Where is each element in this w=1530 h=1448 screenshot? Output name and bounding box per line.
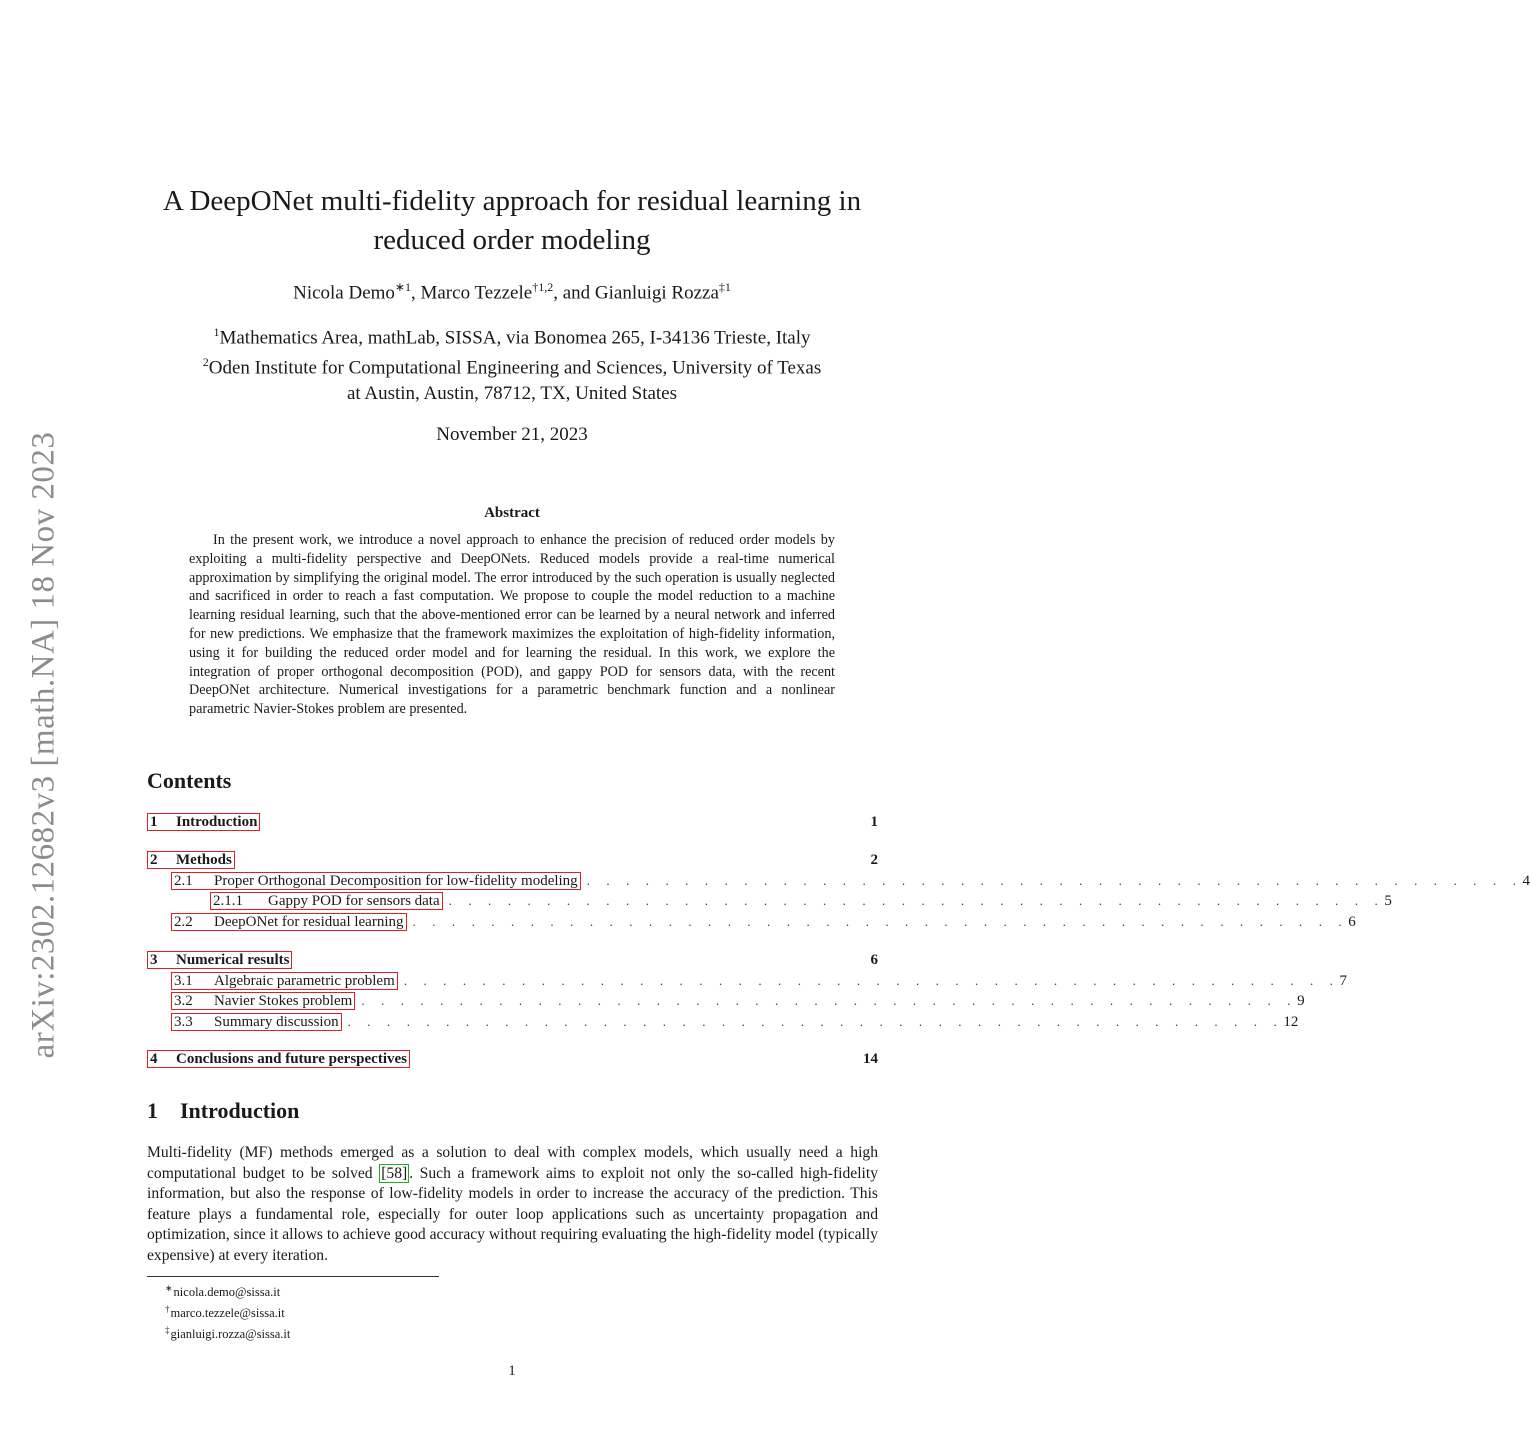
toc-leader-dots: . . . . . . . . . . . . . . . . . . . . . . . . . . . . . . . . . . . . . . . . . . . . . . . . <box>361 993 1298 1008</box>
toc-link-summary[interactable] <box>171 1013 342 1031</box>
toc-page: 6 <box>1348 913 1356 930</box>
toc-entry <box>147 850 878 870</box>
author-separator: , and <box>553 282 595 304</box>
toc-link-pod[interactable] <box>171 872 581 890</box>
toc-link-methods[interactable] <box>147 851 235 869</box>
footnote <box>165 1301 290 1322</box>
page-number: 1 <box>508 1363 516 1379</box>
toc-page: 12 <box>1283 1013 1299 1030</box>
title-line-2: reduced order modeling <box>373 224 651 256</box>
footnote-mark: ∗ <box>165 1283 173 1293</box>
toc-link-algebraic[interactable] <box>171 972 398 990</box>
toc-page: 1 <box>870 813 878 830</box>
toc-num: 3 <box>150 952 158 968</box>
toc-entry <box>147 991 1305 1011</box>
toc-entry <box>147 950 878 970</box>
toc-num: 2.1 <box>174 873 193 889</box>
contents-heading: Contents <box>147 768 232 793</box>
author-name: Nicola Demo <box>293 282 395 304</box>
footnote-email: nicola.demo@sissa.it <box>173 1285 281 1300</box>
toc-leader-dots: . . . . . . . . . . . . . . . . . . . . . . . . . . . . . . . . . . . . . . . . . . . . . . . . <box>403 973 1340 988</box>
toc-label: DeepONet for residual learning <box>214 914 404 930</box>
author-name: Marco Tezzele <box>420 282 533 304</box>
arxiv-stamp-text: arXiv:2302.12682v3 [math.NA] 18 Nov 2023 <box>25 431 62 1059</box>
toc-leader-dots: . . . . . . . . . . . . . . . . . . . . . . . . . . . . . . . . . . . . . . . . . . . . . . . . <box>448 893 1385 908</box>
author-mark: ‡1 <box>718 280 731 294</box>
toc-num: 1 <box>150 814 158 830</box>
toc-leader-dots: . . . . . . . . . . . . . . . . . . . . . . . . . . . . . . . . . . . . . . . . . . . . . . . . <box>412 914 1349 929</box>
toc-page: 9 <box>1297 992 1305 1009</box>
toc-num: 3.3 <box>174 1014 193 1030</box>
affiliation-1 <box>130 320 894 350</box>
footnote-rule <box>147 1276 439 1277</box>
affiliation-mark: 1 <box>213 325 220 339</box>
footnote <box>165 1322 290 1343</box>
toc-entry <box>147 971 1347 991</box>
toc-leader-dots: . . . . . . . . . . . . . . . . . . . . . . . . . . . . . . . . . . . . . . . . . . . . . . . . <box>347 1014 1284 1029</box>
toc-entry <box>147 1012 1299 1032</box>
abstract-text: In the present work, we introduce a novel approach to enhance the precision of reduced order models by exploiting a multi-fidelity perspective and DeepONets. Reduced models provide a real-time numerical approximation by simplifying the original model. The error introduced by the such operation is usually neglected and sacrificed in order to reach a fast computation. We propose to couple the model reduction to a machine learning residual learning, such that the above-mentioned error can be learned by a neural network and inferred for new predictions. We emphasize that the framework maximizes the exploitation of high-fidelity information, using it for building the reduced order model and for learning the residual. In this work, we explore the integration of proper orthogonal decomposition (POD), and gappy POD for sensors data, with the recent DeepONet architecture. Numerical investigations for a parametric benchmark function and a nonlinear parametric Navier-Stokes problem are presented. <box>189 532 835 718</box>
section-heading-introduction <box>147 1098 299 1124</box>
introduction-paragraph <box>147 1143 878 1267</box>
footnote-mark: † <box>165 1304 170 1315</box>
footnote <box>165 1280 290 1301</box>
toc-link-introduction[interactable] <box>147 813 260 831</box>
toc-label: Gappy POD for sensors data <box>268 893 440 909</box>
toc-label: Navier Stokes problem <box>214 993 353 1009</box>
toc-entry <box>147 871 1530 891</box>
toc-entry <box>147 891 1392 911</box>
toc-num: 3.1 <box>174 973 193 989</box>
toc-label: Summary discussion <box>214 1014 339 1030</box>
toc-entry <box>147 912 1356 932</box>
toc-link-navier-stokes[interactable] <box>171 992 355 1010</box>
toc-entry <box>147 812 878 832</box>
author-mark: ∗1 <box>394 280 411 294</box>
section-title: Introduction <box>180 1098 300 1123</box>
toc-label: Algebraic parametric problem <box>214 973 395 989</box>
affiliation-text: Oden Institute for Computational Engineering and Sciences, University of Texas <box>208 357 822 379</box>
footnote-email: gianluigi.rozza@sissa.it <box>170 1327 291 1342</box>
affiliation-2-continued: at Austin, Austin, 78712, TX, United States <box>346 382 678 404</box>
affiliation-mark: 2 <box>202 355 209 370</box>
toc-link-deeponet[interactable] <box>171 913 407 931</box>
toc-link-conclusions[interactable] <box>147 1050 410 1068</box>
author-mark: †1,2 <box>532 280 554 294</box>
affiliation-2 <box>130 350 894 380</box>
toc-num: 2 <box>150 852 158 868</box>
arxiv-identifier-stamp <box>18 420 70 1070</box>
intro-text: Multi-fidelity (MF) methods emerged as a solution to deal with complex models, which usually need a high computational budget to be solved <box>147 1144 878 1182</box>
toc-entry <box>147 1049 878 1069</box>
title-line-1: A DeepONet multi-fidelity approach for residual learning in <box>162 185 862 217</box>
toc-page: 14 <box>863 1050 878 1067</box>
toc-page: 7 <box>1339 972 1347 989</box>
toc-num: 2.1.1 <box>213 893 243 909</box>
toc-num: 2.2 <box>174 914 193 930</box>
toc-page: 5 <box>1384 892 1392 909</box>
abstract-heading: Abstract <box>484 505 540 521</box>
toc-label: Introduction <box>176 814 258 830</box>
author-list <box>130 280 894 304</box>
toc-link-numerical-results[interactable] <box>147 951 292 969</box>
toc-page: 2 <box>870 851 878 868</box>
toc-leader-dots: . . . . . . . . . . . . . . . . . . . . . . . . . . . . . . . . . . . . . . . . . . . . . . . . <box>586 873 1523 888</box>
toc-link-gappy-pod[interactable] <box>210 892 443 910</box>
footnote-email: marco.tezzele@sissa.it <box>170 1306 285 1321</box>
affiliation-text: Mathematics Area, mathLab, SISSA, via Bonomea 265, I-34136 Trieste, Italy <box>219 327 811 349</box>
publication-date: November 21, 2023 <box>436 424 588 445</box>
footnote-mark: ‡ <box>165 1325 170 1336</box>
toc-num: 3.2 <box>174 993 193 1009</box>
author-separator: , <box>410 282 421 304</box>
affiliations <box>130 320 894 406</box>
author-name: Gianluigi Rozza <box>594 282 719 304</box>
citation-link[interactable]: [58] <box>381 1164 408 1182</box>
intro-text: . Such a framework aims to exploit not only the so-called high-fidelity information, but also the response of low-fidelity models in order to increase the accuracy of the prediction. This feature plays a fundamental role, especially for outer loop applications such as uncertainty propagation and optimization, since it allows to achieve good accuracy without requiring evaluating the high-fidelity model (typically expensive) at every iteration. <box>147 1164 879 1264</box>
toc-label: Numerical results <box>176 952 290 968</box>
toc-label: Methods <box>176 852 232 868</box>
toc-page: 4 <box>1522 872 1530 889</box>
toc-num: 4 <box>150 1051 158 1067</box>
section-number: 1 <box>147 1098 158 1123</box>
footnotes <box>165 1280 290 1343</box>
toc-label: Conclusions and future perspectives <box>176 1051 407 1067</box>
paper-title <box>130 182 894 260</box>
toc-label: Proper Orthogonal Decomposition for low-fidelity modeling <box>214 873 578 889</box>
toc-page: 6 <box>870 951 878 968</box>
